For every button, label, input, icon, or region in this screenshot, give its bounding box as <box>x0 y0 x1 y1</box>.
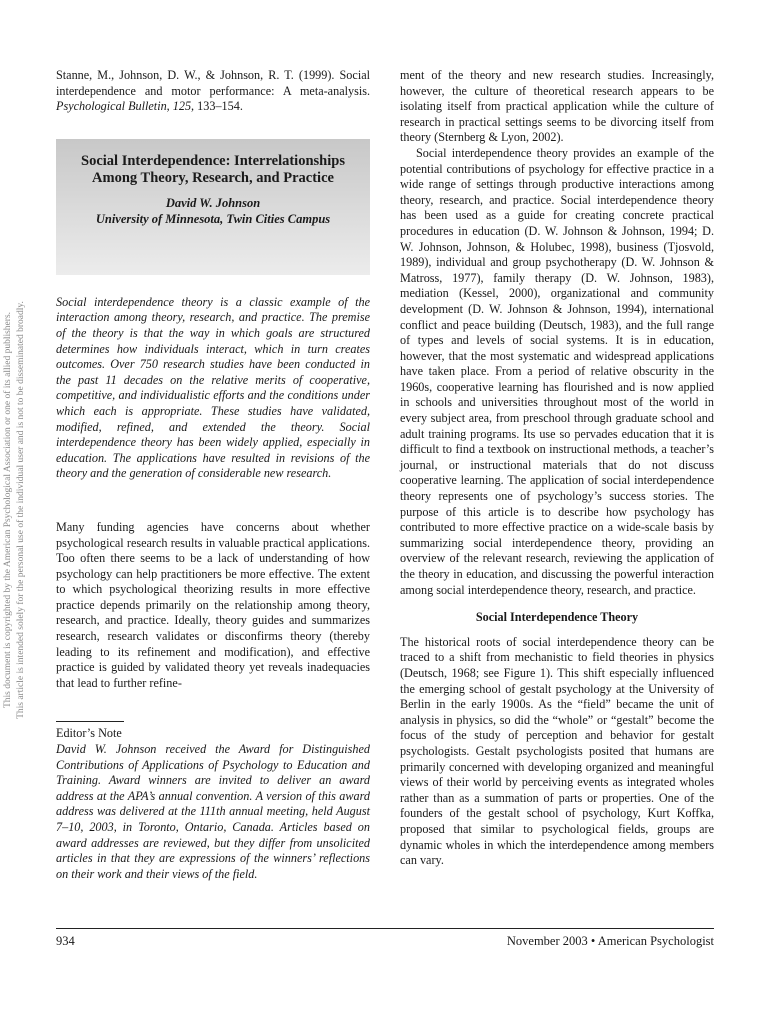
article-title: Social Interdependence: Interrelationships Among Theory, Research, and Practice <box>81 152 345 186</box>
reference-pages: 133–154. <box>194 99 243 114</box>
page-number: 934 <box>56 934 75 948</box>
abstract: Social interdependence theory is a classic example of the interaction among theory, research, and practice. The premise of the theory is that the way in which goals are structured determines how individuals interact, which in turn creates outcomes. Over 750 research studies have been conducted in the past 11 decades on the relative merits of cooperative, competitive, and individualistic efforts and the conditions under which each is appropriate. These studies have validated, modified, refined, and extended the theory. Social interdependence theory has been widely applied, especially in education. The applications have resulted in revisions of the theory and the generation of considerable new research. <box>56 294 370 481</box>
reference-text: Stanne, M., Johnson, D. W., & Johnson, R. T. (1999). Social interdependence and motor performance: A meta-analysis. <box>56 68 370 98</box>
editor-note-heading: Editor’s Note <box>56 726 122 741</box>
journal-info: November 2003 • American Psychologist <box>506 934 714 948</box>
side-notice-line-1: This document is copyrighted by the American Psychological Association or one of its allied publishers. <box>3 311 13 709</box>
section-heading: Social Interdependence Theory <box>475 610 639 625</box>
intro-paragraph-left: Many funding agencies have concerns about whether psychological research results in valuable practical applications. Too often there seems to be a lack of understanding of how psychology can help practitioners be more effective. The extent to which psychological theorizing results in more effective practice depends primarily on the relationship among theory, research, and practice. Ideally, theory guides and summarizes research, research validates or disconfirms theory (thereby leading to its refinement and modification), and effective practice is guided by validated theory yet reveals inadequacies that lead to further refine- <box>56 519 370 690</box>
body-paragraph-2: Social interdependence theory provides an example of the potential contributions of psychology for effective practice in a wide range of settings through productive interactions among theory, research, and practice. Social interdependence theory has been used as a guide for creating concrete practical procedures in education (D. W. Johnson & Johnson, 1994; D. W. Johnson, Johnson, & Holubec, 1998), business (Tjosvold, 1989), individual and group psychotherapy (D. W. Johnson & Matross, 1977), family therapy (D. W. Johnson, 1983), mediation (Kessel, 2000), organizational and community development (D. W. Johnson & Johnson, 1994), international conflict and peace building (Deutsch, 1983), and the full range of types and levels of social systems. It is in education, however, that the most systematic and widespread applications have taken place. From a period of relative obscurity in the 1960s, cooperative learning has flourished and is now applied in schools and universities throughout most of the world in every subject area, from preschool through graduate school and adult training programs. Its use so pervades education that it is difficult to find a textbook on instructional methods, a teacher’s journal, or instructional materials that do not discuss cooperative learning. The application of social interdependence theory represents one of psychology’s success stories. The purpose of this article is to describe how psychology has contributed to more effective practice on a wide-scale basis by summarizing social interdependence theory, providing an overview of the relevant research, reviewing the application of the theory in education, and discussing the powerful interaction among social interdependence theory, research, and practice. <box>400 145 714 597</box>
editor-note-rule <box>56 721 124 722</box>
left-column <box>56 68 370 882</box>
intro-paragraph-right: ment of the theory and new research studies. Increasingly, however, the culture of theoretical research appears to be isolating itself from practical application while the culture of research in practical settings seems to be divorcing itself from theory (Sternberg & Lyon, 2002). <box>400 68 714 145</box>
article-affiliation: University of Minnesota, Twin Cities Campus <box>95 211 331 226</box>
footer-rule <box>56 928 714 929</box>
section-paragraph: The historical roots of social interdependence theory can be traced to a shift from mechanistic to field theories in physics (Deutsch, 1968; see Figure 1). This shift especially influenced the emerging school of gestalt psychology at the University of Berlin in the early 1900s. As the “field” became the unit of analysis in physics, so did the “whole” or “gestalt” become the focus of the study of perception and behavior for gestalt psychologists. Gestalt psychologists posited that humans are primarily concerned with developing organized and meaningful views of their world by perceiving events as integrated wholes rather than as a summation of parts or properties. One of the founders of the gestalt school of psychology, Kurt Koffka, proposed that similar to psychological fields, groups are dynamic wholes in which the interdependence among members can vary. <box>400 634 714 868</box>
side-notice-line-2: This article is intended solely for the personal use of the individual user and is not to be disseminated broadly. <box>16 301 26 719</box>
right-column <box>400 68 714 869</box>
editor-note-text: David W. Johnson received the Award for Distinguished Contributions of Applications of Psychology to Education and Training. Award winners are invited to deliver an award address at the APA’s annual convention. A version of this award address was delivered at the 111th annual meeting, held August 7–10, 2003, in Toronto, Ontario, Canada. Articles based on award addresses are reviewed, but they differ from unsolicited articles in that they are expressions of the winners’ reflections on their work and their views of the field. <box>56 742 370 881</box>
copyright-side-notice <box>2 280 28 740</box>
reference-journal: Psychological Bulletin, 125, <box>56 99 195 114</box>
reference-entry <box>56 68 370 115</box>
article-author: David W. Johnson <box>165 195 261 210</box>
title-box <box>56 139 370 275</box>
